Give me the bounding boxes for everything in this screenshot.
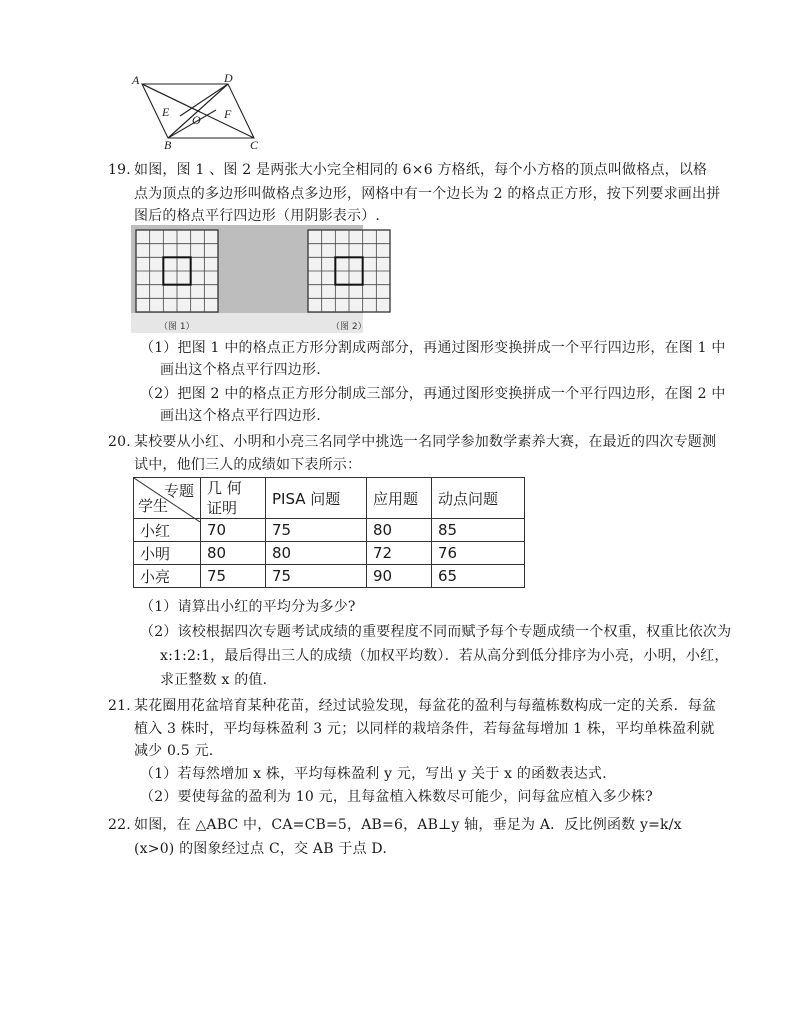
q21-line2: 植入 3 株时，平均每株盈利 3 元；以同样的栽培条件，若每盆每增加 1 株，平均单株盈利就 xyxy=(134,721,715,737)
label-f: F xyxy=(224,107,232,121)
q21-line3: 减少 0.5 元. xyxy=(134,743,214,759)
corner-top-label: 专题 xyxy=(163,482,194,500)
cell-score: 75 xyxy=(201,565,266,588)
q22-line2: (x>0) 的图象经过点 C，交 AB 于点 D. xyxy=(134,841,387,857)
cell-score: 72 xyxy=(367,542,432,565)
q19-line2: 点为顶点的多边形叫做格点多边形，网格中有一个边长为 2 的格点正方形，按下列要求画出拼 xyxy=(134,186,721,202)
cell-score: 85 xyxy=(432,519,525,542)
q21-line1: 某花圈用花盆培育某种花苗，经过试验发现，每盆花的盈利与每蕴栋数构成一定的关系．每盆 xyxy=(134,698,717,714)
label-a: A xyxy=(132,73,140,87)
row-name: 小亮 xyxy=(134,565,201,588)
label-o: O xyxy=(192,113,201,127)
cell-score: 90 xyxy=(367,565,432,588)
cell-score: 80 xyxy=(266,542,367,565)
segment-db xyxy=(168,84,228,138)
q19-part2-line2: 画出这个格点平行四边形. xyxy=(160,408,321,424)
table-header-application: 应用题 xyxy=(367,478,432,519)
label-c: C xyxy=(250,138,259,150)
q20-line1: 某校要从小红、小明和小亮三名同学中挑选一名同学参加数学素养大赛，在最近的四次专题测 xyxy=(134,434,717,450)
q19-line3: 图后的格点平行四边形（用阴影表示）. xyxy=(134,208,381,224)
q21-part2: （2）要使每盆的盈利为 10 元，且每盆植入株数尽可能少，问每盆应植入多少株? xyxy=(140,789,653,805)
cell-score: 75 xyxy=(266,565,367,588)
q19-number: 19. xyxy=(108,162,131,178)
table-header-row xyxy=(134,478,525,519)
q22-number: 22. xyxy=(108,817,131,833)
segment-ae xyxy=(142,84,200,112)
grid-figures-photo xyxy=(131,225,367,333)
label-b: B xyxy=(164,138,172,150)
q21-number: 21. xyxy=(108,698,131,714)
grid-figure-2 xyxy=(307,229,391,313)
segment-de xyxy=(180,84,228,116)
q20-line2: 试中，他们三人的成绩如下表所示： xyxy=(134,457,362,473)
row-name: 小红 xyxy=(134,519,201,542)
table-corner-cell xyxy=(134,478,201,519)
q22-line1: 如图，在 △ABC 中，CA=CB=5，AB=6，AB⊥y 轴，垂足为 A．反比例函数 y=k/x xyxy=(134,817,682,833)
fig1-caption: （图 1） xyxy=(159,322,195,332)
cell-score: 70 xyxy=(201,519,266,542)
table-header-moving-point: 动点问题 xyxy=(432,478,525,519)
row-name: 小明 xyxy=(134,542,201,565)
cell-score: 75 xyxy=(266,519,367,542)
cell-score: 80 xyxy=(201,542,266,565)
q21-part1: （1）若每然增加 x 株，平均每株盈利 y 元，写出 y 关于 x 的函数表达式. xyxy=(140,766,607,782)
q19-part1-line1: （1）把图 1 中的格点正方形分割成两部分，再通过图形变换拼成一个平行四边形，在图 1 中 xyxy=(140,340,726,356)
scores-table xyxy=(133,477,525,588)
label-e: E xyxy=(162,105,170,119)
q19-part1-line2: 画出这个格点平行四边形. xyxy=(160,362,321,378)
q20-part1: （1）请算出小红的平均分为多少? xyxy=(140,599,356,615)
fig2-caption: （图 2） xyxy=(331,322,367,332)
table-row xyxy=(134,542,525,565)
q20-part2-line2: x:1:2:1，最后得出三人的成绩（加权平均数）．若从高分到低分排序为小亮，小明，小红， xyxy=(160,648,729,664)
corner-bottom-label: 学生 xyxy=(138,497,169,515)
q20-number: 20. xyxy=(108,434,131,450)
cell-score: 76 xyxy=(432,542,525,565)
table-header-pisa: PISA 问题 xyxy=(266,478,367,519)
grid-figure-1 xyxy=(135,229,219,313)
q20-part2-line1: （2）该校根据四次专题考试成绩的重要程度不同而赋予每个专题成绩一个权重，权重比依次为 xyxy=(140,624,732,640)
table-row xyxy=(134,565,525,588)
label-d: D xyxy=(224,72,233,85)
q20-part2-line3: 求正整数 x 的值. xyxy=(160,672,268,688)
table-header-geometry: 几 何 证明 xyxy=(201,478,266,519)
q19-line1: 如图，图 1 、图 2 是两张大小完全相同的 6×6 方格纸，每个小方格的顶点叫做格点，以格 xyxy=(134,162,708,178)
cell-score: 65 xyxy=(432,565,525,588)
q19-part2-line1: （2）把图 2 中的格点正方形分制成三部分，再通过图形变换拼成一个平行四边形，在图 2 中 xyxy=(140,386,726,402)
cell-score: 80 xyxy=(367,519,432,542)
parallelogram-figure xyxy=(128,72,268,150)
